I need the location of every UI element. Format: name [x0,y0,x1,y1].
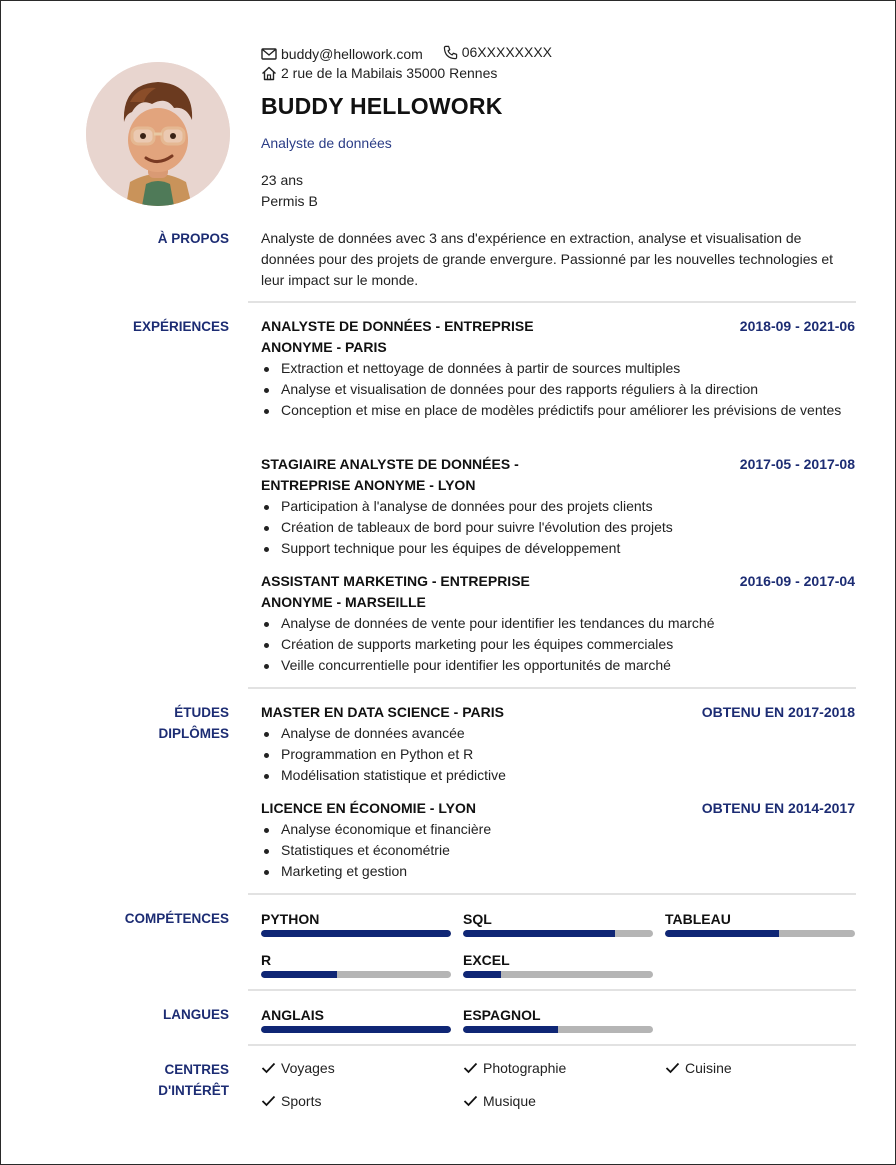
language-name: ESPAGNOL [463,1007,541,1023]
section-label-interests-line-2: D'INTÉRÊT [158,1083,229,1098]
interest-label: Voyages [281,1060,335,1076]
section-label-interests [89,1059,229,1101]
section-label-interests-line-1: CENTRES [164,1062,229,1077]
section-label-education-line-1: ÉTUDES [174,705,229,720]
language-level-bar [463,1026,653,1033]
skill-tableau [665,911,855,937]
list-item: Création de tableaux de bord pour suivre l'évolution des projets [261,517,855,538]
email-text: buddy@hellowork.com [281,45,423,62]
experience-title-line-2: ANONYME - PARIS [261,339,387,355]
checkmark-icon [261,1062,276,1074]
profile-photo [86,62,230,206]
divider [248,1044,856,1046]
home-icon [261,66,277,81]
experience-title: STAGIAIRE ANALYSTE DE DONNÉES - [261,456,519,472]
driving-license: Permis B [261,193,318,209]
skill-level-bar [463,971,653,978]
list-item: Analyse de données de vente pour identifier les tendances du marché [261,613,855,634]
skill-level-fill [261,971,337,978]
language-level-fill [463,1026,558,1033]
checkmark-icon [261,1095,276,1107]
experience-entry [261,454,855,559]
interest-item [261,1093,321,1109]
section-label-skills: COMPÉTENCES [124,911,229,926]
checkmark-icon [463,1095,478,1107]
list-item: Modélisation statistique et prédictive [261,765,855,786]
experience-title: ASSISTANT MARKETING - ENTREPRISE [261,573,530,589]
list-item: Création de supports marketing pour les équipes commerciales [261,634,855,655]
phone-icon [443,45,458,60]
interest-label: Cuisine [685,1060,732,1076]
skill-level-bar [261,971,451,978]
list-item: Marketing et gestion [261,861,855,882]
envelope-icon [261,48,277,60]
contact-line-2 [261,65,513,84]
section-label-experience: EXPÉRIENCES [132,319,229,334]
list-item: Conception et mise en place de modèles prédictifs pour améliorer les prévisions de ventes [261,400,855,421]
skill-sql [463,911,653,937]
list-item: Veille concurrentielle pour identifier les opportunités de marché [261,655,855,676]
experience-title: ANALYSTE DE DONNÉES - ENTREPRISE [261,318,534,334]
skill-level-bar [665,930,855,937]
contact-line-1 [261,44,568,63]
skill-level-fill [261,930,451,937]
experience-date: 2017-05 - 2017-08 [739,456,855,472]
address-item [261,65,497,81]
education-title: LICENCE EN ÉCONOMIE - LYON [261,800,476,816]
education-entry [261,702,855,786]
skill-name: TABLEAU [665,911,731,927]
about-text: Analyste de données avec 3 ans d'expérience en extraction, analyse et visualisation de données pour des projets de grande envergure. Passionné par les nouvelles technologies et leur impact sur le monde. [261,230,834,288]
education-date: OBTENU EN 2017-2018 [701,704,855,720]
list-item: Programmation en Python et R [261,744,855,765]
interest-item [261,1060,335,1076]
age: 23 ans [261,172,304,188]
divider [248,687,856,689]
skill-level-fill [463,971,501,978]
experience-date: 2018-09 - 2021-06 [739,318,855,334]
experience-entry [261,316,855,421]
skill-name: SQL [463,911,492,927]
skill-name: EXCEL [463,952,510,968]
interest-item [463,1060,566,1076]
divider [248,893,856,895]
checkmark-icon [463,1062,478,1074]
section-label-about: À PROPOS [157,231,229,246]
experience-entry [261,571,855,676]
education-title: MASTER EN DATA SCIENCE - PARIS [261,704,504,720]
section-label-education-line-2: DIPLÔMES [158,726,229,741]
list-item: Statistiques et économétrie [261,840,855,861]
education-entry [261,798,855,882]
list-item: Participation à l'analyse de données pour des projets clients [261,496,855,517]
interest-label: Sports [281,1093,322,1109]
phone-text: 06XXXXXXXX [461,44,553,60]
job-title: Analyste de données [261,135,392,151]
checkmark-icon [665,1062,680,1074]
language-spanish [463,1007,653,1033]
interest-item [463,1093,536,1109]
list-item: Analyse et visualisation de données pour des rapports réguliers à la direction [261,379,855,400]
interest-label: Musique [483,1093,536,1109]
experience-date: 2016-09 - 2017-04 [739,573,855,589]
section-label-education [89,702,229,744]
skill-level-fill [463,930,615,937]
email-item[interactable] [261,46,423,62]
skill-level-bar [463,930,653,937]
address-text: 2 rue de la Mabilais 35000 Rennes [281,65,498,81]
section-label-languages: LANGUES [162,1007,229,1022]
skill-python [261,911,451,937]
divider [248,301,856,303]
language-level-bar [261,1026,451,1033]
list-item: Analyse de données avancée [261,723,855,744]
phone-item[interactable] [443,44,552,60]
experience-title-line-2: ENTREPRISE ANONYME - LYON [261,477,476,493]
education-date: OBTENU EN 2014-2017 [701,800,855,816]
experience-title-line-2: ANONYME - MARSEILLE [261,594,426,610]
skill-r [261,952,451,978]
list-item: Analyse économique et financière [261,819,855,840]
interest-label: Photographie [483,1060,567,1076]
skill-level-bar [261,930,451,937]
skill-name: PYTHON [261,911,320,927]
list-item: Extraction et nettoyage de données à partir de sources multiples [261,358,855,379]
candidate-name: BUDDY HELLOWORK [261,93,503,119]
language-english [261,1007,451,1033]
list-item: Support technique pour les équipes de développement [261,538,855,559]
skill-name: R [261,952,272,968]
skill-level-fill [665,930,779,937]
interest-item [665,1060,732,1076]
language-level-fill [261,1026,451,1033]
skill-excel [463,952,653,978]
divider [248,989,856,991]
language-name: ANGLAIS [261,1007,324,1023]
